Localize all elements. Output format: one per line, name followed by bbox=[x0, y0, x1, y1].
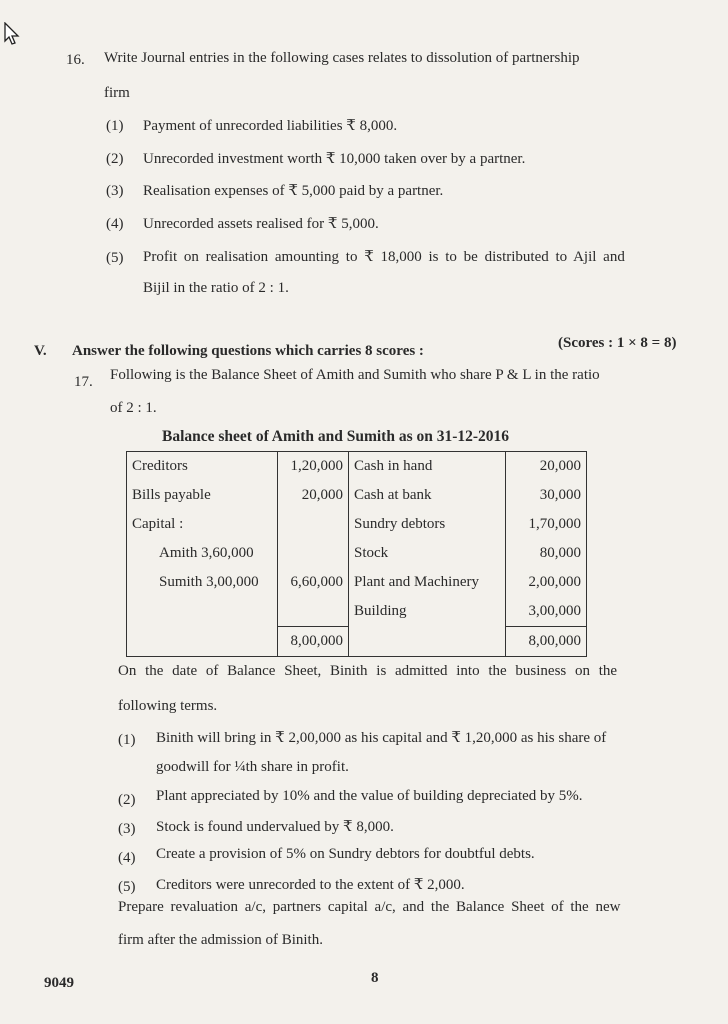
asset-label: Plant and Machinery bbox=[349, 568, 506, 597]
term-continuation: goodwill for ¼th share in profit. bbox=[156, 759, 349, 775]
table-row bbox=[127, 597, 587, 627]
q16-item-num: (2) bbox=[106, 151, 124, 167]
q16-item-num: (1) bbox=[106, 118, 124, 134]
table-row bbox=[127, 568, 587, 597]
liability-total: 8,00,000 bbox=[278, 627, 349, 657]
table-row bbox=[127, 539, 587, 568]
q17-number: 17. bbox=[74, 374, 93, 390]
q16-line2: firm bbox=[104, 85, 130, 101]
term-num: (2) bbox=[118, 792, 136, 808]
q16-item-continuation: Bijil in the ratio of 2 : 1. bbox=[143, 280, 289, 296]
q16-item-text: Payment of unrecorded liabilities ₹ 8,000. bbox=[143, 118, 398, 134]
asset-label: Cash in hand bbox=[349, 452, 506, 482]
liability-label: Amith 3,60,000 bbox=[127, 539, 278, 568]
asset-total: 8,00,000 bbox=[506, 627, 587, 657]
q17-final-line2: firm after the admission of Binith. bbox=[118, 932, 323, 948]
term-num: (4) bbox=[118, 850, 136, 866]
liability-amount bbox=[278, 510, 349, 539]
table-title: Balance sheet of Amith and Sumith as on 31-12-2016 bbox=[162, 428, 510, 445]
section-heading: Answer the following questions which carries 8 scores : bbox=[72, 343, 424, 359]
section-roman: V. bbox=[34, 343, 47, 359]
table-total-row bbox=[127, 627, 587, 657]
q16-item-num: (5) bbox=[106, 250, 124, 266]
term-num: (3) bbox=[118, 821, 136, 837]
q16-number: 16. bbox=[66, 52, 85, 68]
asset-amount: 80,000 bbox=[506, 539, 587, 568]
q17-after-line2: following terms. bbox=[118, 698, 218, 714]
q17-line2: of 2 : 1. bbox=[110, 400, 157, 416]
asset-label: Building bbox=[349, 597, 506, 627]
liability-amount: 20,000 bbox=[278, 481, 349, 510]
q17-after-line1: On the date of Balance Sheet, Binith is admitted into the business on the bbox=[118, 663, 618, 679]
table-row bbox=[127, 481, 587, 510]
q17-final-line1: Prepare revaluation a/c, partners capital a/c, and the Balance Sheet of the new bbox=[118, 899, 621, 915]
page-number: 8 bbox=[371, 970, 379, 986]
term-text: Binith will bring in ₹ 2,00,000 as his capital and ₹ 1,20,000 as his share of bbox=[156, 730, 607, 746]
q17-line1: Following is the Balance Sheet of Amith and Sumith who share P & L in the ratio bbox=[110, 367, 600, 383]
q16-item-text: Realisation expenses of ₹ 5,000 paid by a partner. bbox=[143, 183, 444, 199]
asset-amount: 30,000 bbox=[506, 481, 587, 510]
asset-amount: 20,000 bbox=[506, 452, 587, 482]
liability-amount bbox=[278, 597, 349, 627]
asset-label: Cash at bank bbox=[349, 481, 506, 510]
table-row bbox=[127, 452, 587, 482]
empty-cell bbox=[349, 627, 506, 657]
section-scores: (Scores : 1 × 8 = 8) bbox=[558, 335, 677, 351]
paper-code: 9049 bbox=[44, 975, 74, 991]
term-num: (1) bbox=[118, 732, 136, 748]
q16-item-text: Unrecorded investment worth ₹ 10,000 taken over by a partner. bbox=[143, 151, 526, 167]
q16-line1: Write Journal entries in the following cases relates to dissolution of partnership bbox=[104, 50, 580, 66]
term-text: Creditors were unrecorded to the extent of ₹ 2,000. bbox=[156, 877, 465, 893]
liability-amount: 1,20,000 bbox=[278, 452, 349, 482]
asset-amount: 2,00,000 bbox=[506, 568, 587, 597]
asset-label: Stock bbox=[349, 539, 506, 568]
term-num: (5) bbox=[118, 879, 136, 895]
q16-item-num: (3) bbox=[106, 183, 124, 199]
q16-item-num: (4) bbox=[106, 216, 124, 232]
balance-sheet-table bbox=[126, 451, 587, 657]
q16-item-text: Unrecorded assets realised for ₹ 5,000. bbox=[143, 216, 379, 232]
asset-amount: 3,00,000 bbox=[506, 597, 587, 627]
asset-label: Sundry debtors bbox=[349, 510, 506, 539]
empty-cell bbox=[127, 627, 278, 657]
liability-amount bbox=[278, 539, 349, 568]
table-row bbox=[127, 510, 587, 539]
asset-amount: 1,70,000 bbox=[506, 510, 587, 539]
mouse-cursor-icon bbox=[3, 22, 21, 46]
liability-label: Capital : bbox=[127, 510, 278, 539]
liability-label: Bills payable bbox=[127, 481, 278, 510]
liability-label: Sumith 3,00,000 bbox=[127, 568, 278, 597]
term-text: Stock is found undervalued by ₹ 8,000. bbox=[156, 819, 394, 835]
term-text: Plant appreciated by 10% and the value of building depreciated by 5%. bbox=[156, 788, 583, 804]
liability-label bbox=[127, 597, 278, 627]
q16-item-text: Profit on realisation amounting to ₹ 18,000 is to be distributed to Ajil and bbox=[143, 249, 625, 265]
liability-amount: 6,60,000 bbox=[278, 568, 349, 597]
liability-label: Creditors bbox=[127, 452, 278, 482]
term-text: Create a provision of 5% on Sundry debtors for doubtful debts. bbox=[156, 846, 535, 862]
